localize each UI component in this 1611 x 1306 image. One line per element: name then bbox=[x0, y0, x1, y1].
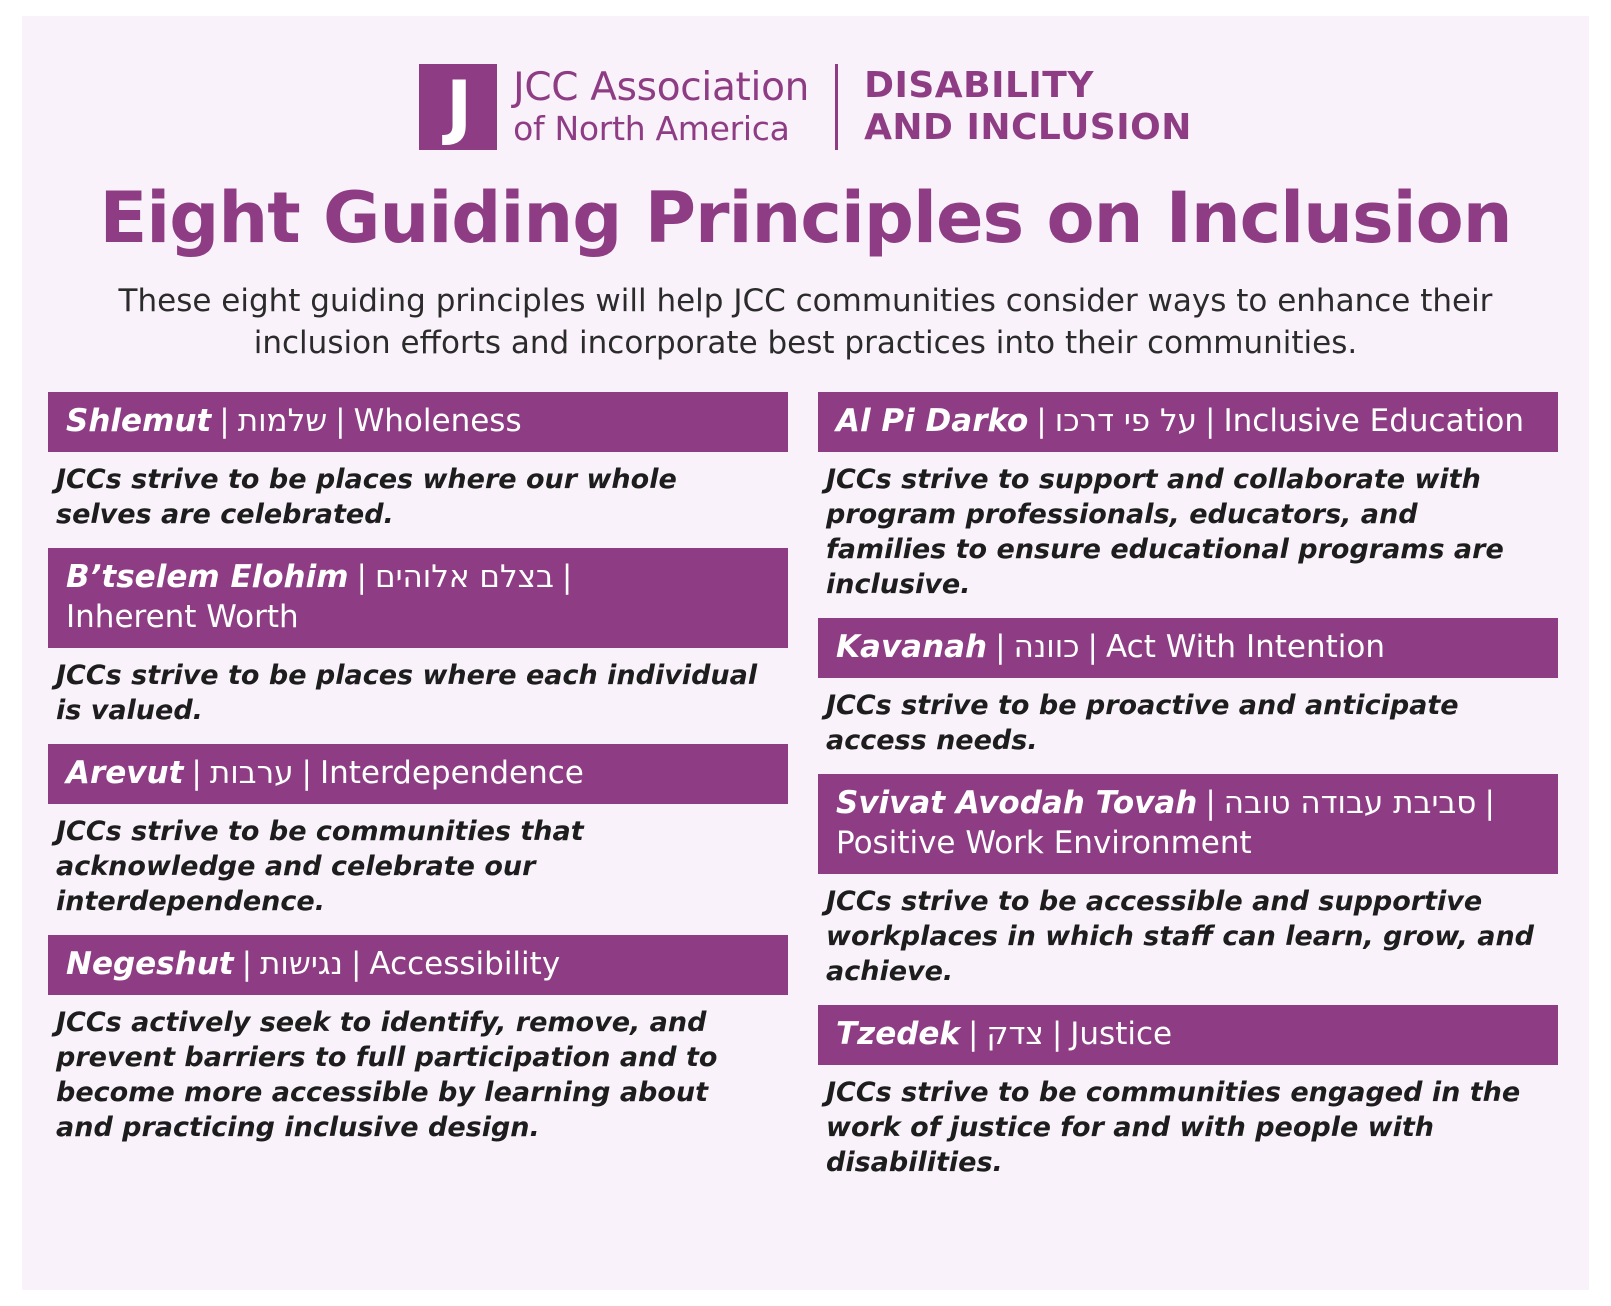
principle-english: Wholeness bbox=[353, 403, 522, 439]
principle-header bbox=[48, 548, 788, 648]
principle-kavanah bbox=[818, 618, 1558, 758]
principle-description: JCCs strive to be proactive and anticipate access needs. bbox=[826, 690, 1459, 756]
principle-translit: Tzedek bbox=[836, 1016, 961, 1052]
principle-al-pi-darko bbox=[818, 392, 1558, 602]
principle-arevut bbox=[48, 744, 788, 919]
principle-translit: B’tselem Elohim bbox=[66, 559, 349, 595]
separator: | bbox=[191, 755, 202, 791]
principle-hebrew: על פי דרכו bbox=[1054, 403, 1198, 439]
left-column bbox=[48, 392, 788, 1196]
principle-description: JCCs strive to be places where each individual is valued. bbox=[56, 660, 758, 726]
logo-line-2: of North America bbox=[513, 109, 790, 148]
principle-hebrew: בצלם אלוהים bbox=[375, 559, 554, 595]
principle-description: JCCs actively seek to identify, remove, and prevent barriers to full participation and to become more accessible by learning about and practicing inclusive design. bbox=[56, 1007, 718, 1143]
principle-translit: Al Pi Darko bbox=[836, 403, 1029, 439]
separator: | bbox=[561, 559, 573, 595]
separator: | bbox=[241, 946, 253, 982]
principle-header bbox=[818, 392, 1558, 452]
principle-english: Justice bbox=[1070, 1016, 1173, 1052]
principle-shlemut bbox=[48, 392, 788, 532]
separator: | bbox=[335, 403, 346, 439]
principle-translit: Kavanah bbox=[836, 629, 988, 665]
separator: | bbox=[1036, 403, 1047, 439]
separator: | bbox=[350, 946, 362, 982]
logo-wordmark bbox=[513, 66, 809, 148]
separator: | bbox=[1051, 1016, 1063, 1052]
separator: | bbox=[1205, 785, 1216, 821]
principle-hebrew: שלמות bbox=[237, 403, 328, 439]
principle-description: JCCs strive to be communities engaged in the work of justice for and with people with disabilities. bbox=[826, 1077, 1521, 1178]
principle-description: JCCs strive to be communities that acknowledge and celebrate our interdependence. bbox=[56, 816, 584, 917]
principle-hebrew: צדק bbox=[986, 1016, 1044, 1052]
principle-hebrew: נגישות bbox=[260, 946, 343, 982]
separator: | bbox=[301, 755, 312, 791]
logo-tagline bbox=[864, 65, 1192, 149]
principle-negeshut bbox=[48, 935, 788, 1145]
logo-tagline-line-2: AND INCLUSION bbox=[864, 107, 1192, 148]
principle-header bbox=[48, 392, 788, 452]
principles-columns bbox=[22, 392, 1589, 1196]
logo-header bbox=[22, 16, 1589, 150]
principle-btselem-elohim bbox=[48, 548, 788, 728]
principle-hebrew: כוונה bbox=[1013, 629, 1080, 665]
principle-hebrew: ערבות bbox=[209, 755, 294, 791]
separator: | bbox=[356, 559, 367, 595]
principle-header bbox=[818, 774, 1558, 874]
principle-english: Positive Work Environment bbox=[836, 825, 1252, 861]
principle-translit: Shlemut bbox=[66, 403, 212, 439]
poster bbox=[22, 16, 1589, 1290]
right-column bbox=[818, 392, 1558, 1196]
principle-translit: Arevut bbox=[66, 755, 184, 791]
principle-svivat-avodah-tovah bbox=[818, 774, 1558, 989]
separator: | bbox=[1087, 629, 1098, 665]
logo-line-1: JCC Association bbox=[513, 65, 810, 110]
principle-header bbox=[818, 618, 1558, 678]
logo-tagline-line-1: DISABILITY bbox=[864, 65, 1094, 106]
principle-hebrew: סביבת עבודה טובה bbox=[1223, 785, 1477, 821]
separator: | bbox=[219, 403, 230, 439]
principle-english: Accessibility bbox=[369, 946, 561, 982]
principle-english: Act With Intention bbox=[1105, 629, 1385, 665]
principle-translit: Svivat Avodah Tovah bbox=[836, 785, 1198, 821]
principle-english: Interdependence bbox=[319, 755, 584, 791]
separator: | bbox=[995, 629, 1006, 665]
principle-description: JCCs strive to be places where our whole selves are celebrated. bbox=[56, 464, 677, 530]
principle-english: Inherent Worth bbox=[66, 599, 299, 635]
principle-header bbox=[818, 1005, 1558, 1065]
principle-description: JCCs strive to support and collaborate with program professionals, educators, and families to ensure educational programs are inclusive. bbox=[826, 464, 1504, 600]
principle-translit: Negeshut bbox=[66, 946, 234, 982]
principle-header bbox=[48, 744, 788, 804]
page-title: Eight Guiding Principles on Inclusion bbox=[99, 177, 1512, 259]
jcc-logo-icon: J bbox=[419, 64, 497, 150]
principle-header bbox=[48, 935, 788, 995]
separator: | bbox=[968, 1016, 979, 1052]
separator: | bbox=[1484, 785, 1495, 821]
principle-tzedek bbox=[818, 1005, 1558, 1180]
separator: | bbox=[1205, 403, 1216, 439]
principle-english: Inclusive Education bbox=[1223, 403, 1524, 439]
logo-divider bbox=[835, 64, 838, 150]
page-subtitle: These eight guiding principles will help JCC communities consider ways to enhance their inclusion efforts and incorporate best practices into their communities. bbox=[118, 283, 1493, 361]
principle-description: JCCs strive to be accessible and supportive workplaces in which staff can learn, grow, and achieve. bbox=[826, 886, 1535, 987]
